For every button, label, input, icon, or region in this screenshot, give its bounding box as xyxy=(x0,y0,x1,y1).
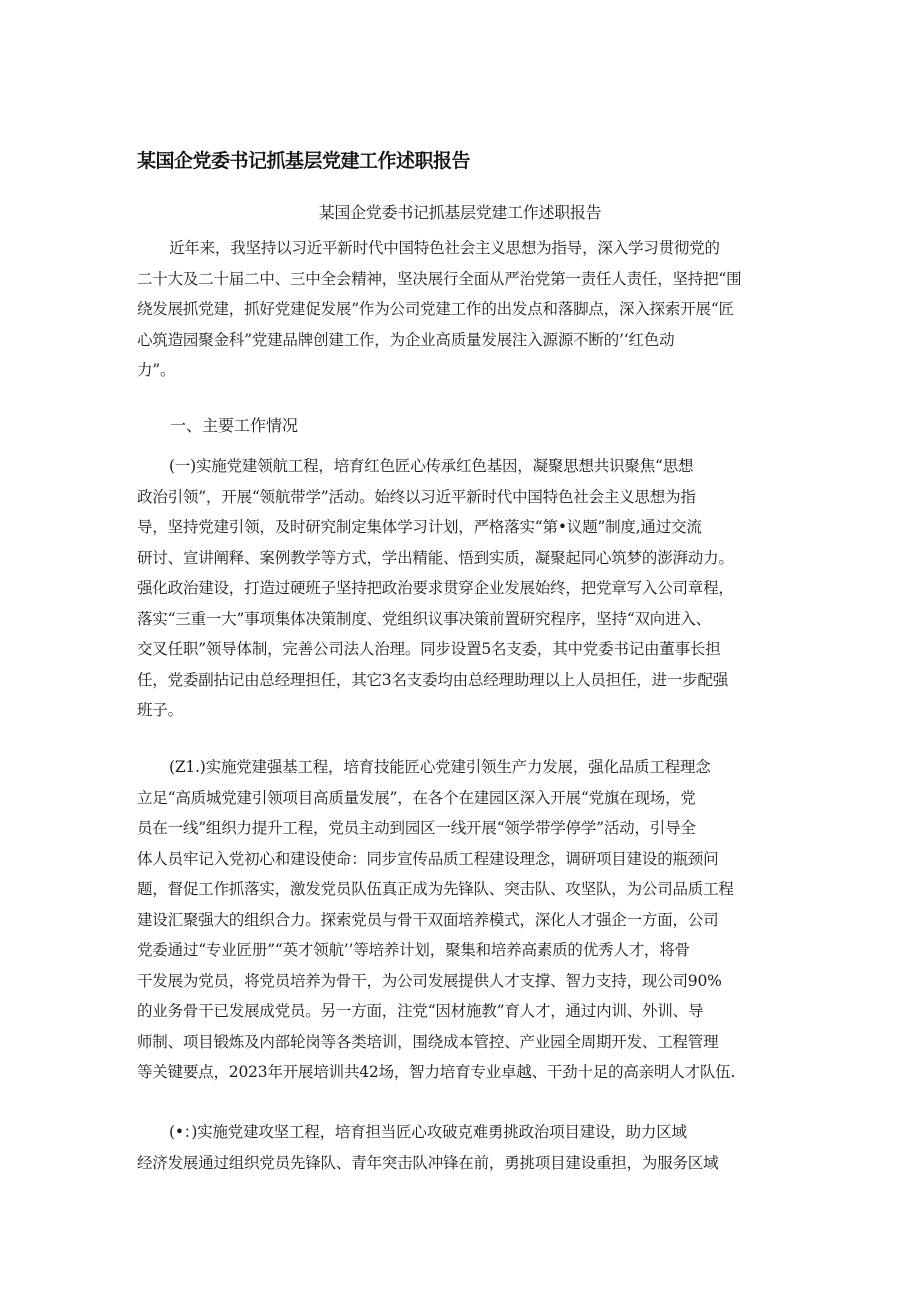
intro-line: 心筑造园聚金科”党建品牌创建工作，为企业高质量发展注入源源不断的’‘红色动 xyxy=(137,330,675,349)
paragraph-two-line: 党委通过“专业匠册”“英才领航’’等培养计划，聚集和培养高素质的优秀人才，将骨 xyxy=(137,941,690,959)
paragraph-one-line: 政治引领”，开展“领航带学”活动。始终以习近平新时代中国特色社会主义思想为指 xyxy=(137,487,696,506)
paragraph-two-line: 立足“高质城党建引领项目高质量发展”，在各个在建园区深入开展“党旗在现场，党 xyxy=(137,788,696,807)
paragraph-one-line: 班子。 xyxy=(137,701,183,719)
intro-line: 二十大及二十届二中、三中全会精神，坚决展行全面从严治党第一责任人责任，坚持把“围 xyxy=(137,269,742,288)
paragraph-one-line: 强化政治建设，打造过硬班子坚持把政治要求贯穿企业发展始终，把党章写入公司章程， xyxy=(137,579,734,597)
intro-line: 近年来，我坚持以习近平新时代中国特色社会主义思想为指导，深入学习贯彻党的 xyxy=(169,239,720,257)
paragraph-one-line: 研讨、宣讲阐释、案例教学等方式，学出精能、悟到实质，凝聚起同心筑梦的澎湃动力。 xyxy=(137,548,734,567)
paragraph-one-line: (一)实施党建领航工程，培育红色匠心传承红色基因，凝聚思想共识聚焦“思想 xyxy=(169,457,694,475)
intro-line: 力”。 xyxy=(137,361,176,379)
paragraph-two xyxy=(137,752,797,1088)
intro-line: 绕发展抓党建，抓好党建促发展”作为公司党建工作的出发点和落脚点，深入探索开展“匠 xyxy=(137,300,734,318)
paragraph-one-line: 落实“三重一大”事项集体决策制度、党组织议事决策前置研究程序，坚持“双向进入、 xyxy=(137,609,711,628)
paragraph-two-line: 体人员牢记入党初心和建设使命：同步宣传品质工程建设理念，调研项目建设的瓶颈问 xyxy=(137,849,719,868)
document-heading: 某国企党委书记抓基层党建工作述职报告 xyxy=(137,150,471,172)
paragraph-three-line: 经济发展通过组织党员先锋队、青年突击队冲锋在前，勇挑项目建设重担，为服务区域 xyxy=(137,1153,719,1172)
paragraph-two-line: 师制、项目锻炼及内部轮岗等各类培训，围绕成本管控、产业园全周期开发、工程管理 xyxy=(137,1032,719,1051)
document-subtitle: 某国企党委书记抓基层党建工作述职报告 xyxy=(318,203,602,222)
paragraph-one-line: 任，党委副拈记由总经理担任，其它3名支委均由总经理助理以上人员担任，进一步配强 xyxy=(137,670,729,689)
paragraph-two-line: 的业务骨干已发展成党员。另一方面，注党“因材施教”育人才，通过内训、外训、导 xyxy=(137,1002,704,1020)
paragraph-one xyxy=(137,451,797,726)
paragraph-two-line: 员在一线”组织力提升工程，党员主动到园区一线开展“领学带学停学”活动，引导全 xyxy=(137,819,696,837)
paragraph-two-line: (Z1.)实施党建强基工程，培育技能匠心党建引领生产力发展，强化品质工程理念 xyxy=(169,758,711,776)
paragraph-two-line: 题，督促工作抓落实，激发党员队伍真正成为先锋队、突击队、攻坚队，为公司品质工程 xyxy=(137,880,734,898)
paragraph-three-line: (•：)实施党建攻坚工程，培育担当匠心攻破克难勇挑政治项目建设，助力区域 xyxy=(169,1123,687,1141)
paragraph-one-line: 交叉任职”领导体制，完善公司法人治理。同步设置5名支委，其中党委书记由董事长担 xyxy=(137,640,721,658)
paragraph-three xyxy=(137,1117,797,1178)
intro-paragraph xyxy=(137,233,797,386)
paragraph-one-line: 导，坚持党建引领，及时研究制定集体学习计划，严格落实“第•议题”制度,通过交流 xyxy=(137,518,702,536)
paragraph-two-line: 等关键要点，2023年开展培训共42场，智力培育专业卓越、干劲十足的高亲明人才队伍. xyxy=(137,1063,736,1081)
paragraph-two-line: 建设汇聚强大的组织合力。探索党员与骨干双面培养模式，深化人才强企一方面，公司 xyxy=(137,910,719,929)
section-one-title: 一、主要工作情况 xyxy=(170,416,299,435)
paragraph-two-line: 干发展为党员，将党员培养为骨干，为公司发展提供人才支撑、智力支持，现公司90% xyxy=(137,971,722,990)
